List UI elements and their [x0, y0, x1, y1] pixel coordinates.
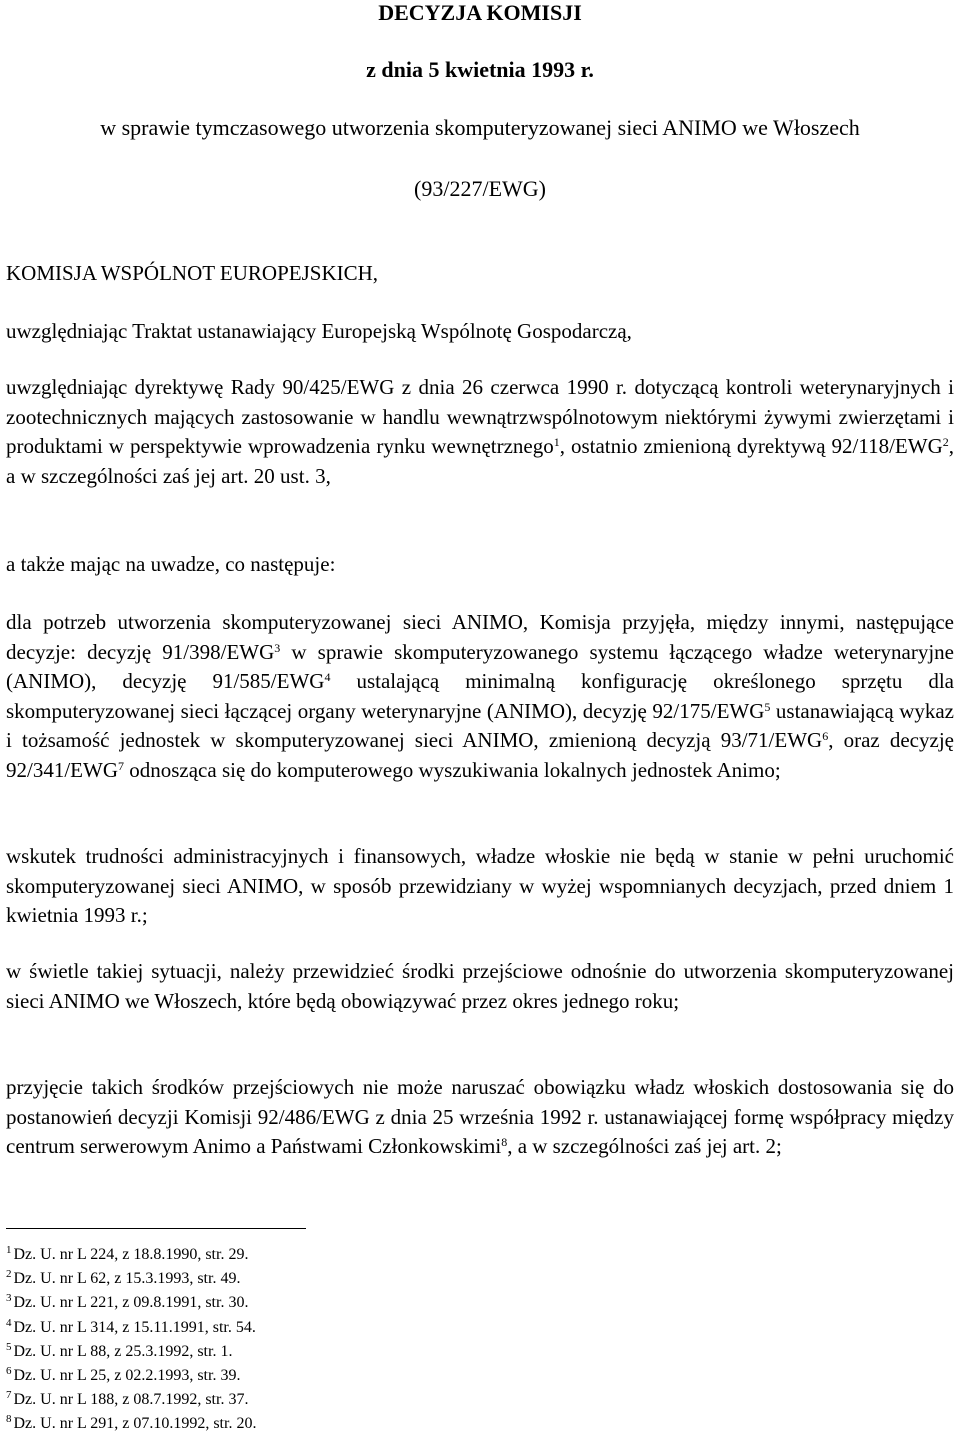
recital-text: dla potrzeb utworzenia skomputeryzowanej sieci ANIMO, Komisja przyjęła, między innymi, następujące decyzje: decyzję 91/398/EWG — [6, 610, 954, 664]
recital-obligation — [6, 1073, 954, 1162]
recital-decisions — [6, 608, 954, 785]
recital-text: , oraz decyzję 92/341/EWG — [6, 728, 954, 782]
footnote-item — [6, 1316, 606, 1340]
footnote-item — [6, 1291, 606, 1315]
document-subject: w sprawie tymczasowego utworzenia skomputeryzowanej sieci ANIMO we Włoszech — [100, 115, 860, 140]
footnote-text: Dz. U. nr L 314, z 15.11.1991, str. 54. — [13, 1318, 256, 1336]
footnote-ref: 3 — [274, 640, 281, 655]
considering-line: a także mając na uwadze, co następuje: — [6, 552, 336, 576]
footnote-item — [6, 1364, 606, 1388]
recital-text: , a w szczególności zaś jej art. 2; — [507, 1134, 782, 1158]
footnote-ref: 2 — [942, 435, 949, 449]
footnote-number: 3 — [6, 1292, 12, 1305]
recital-directive — [6, 373, 954, 491]
footnote-divider — [6, 1228, 306, 1229]
recital-text: ustalającą minimalną konfigurację określonego sprzętu dla skomputeryzowanej sieci łączącej organy weterynaryjne (ANIMO), decyzję 92/175/EWG — [6, 669, 955, 723]
footnote-item — [6, 1388, 606, 1412]
footnote-item — [6, 1340, 606, 1364]
footnote-number: 7 — [6, 1389, 12, 1402]
recital-difficulties: wskutek trudności administracyjnych i finansowych, władze włoskie nie będą w stanie w pełni uruchomić skomputeryzowanej sieci ANIMO, w sposób przewidziany w wyżej wspomnianych decyzjach, przed dniem 1 kwietnia 1993 r.; — [6, 844, 954, 927]
footnote-text: Dz. U. nr L 62, z 15.3.1993, str. 49. — [13, 1270, 241, 1288]
recital-text: przyjęcie takich środków przejściowych nie może naruszać obowiązku władz włoskich dostosowania się do postanowień decyzji Komisji 92/486/EWG z dnia 25 września 1992 r. ustanawiającej formę współpracy między centrum serwerowym Animo a Państwami Członkowskimi — [6, 1075, 954, 1158]
footnote-text: Dz. U. nr L 25, z 02.2.1993, str. 39. — [13, 1367, 241, 1385]
institution-line: KOMISJA WSPÓLNOT EUROPEJSKICH, — [6, 261, 379, 285]
document-date: z dnia 5 kwietnia 1993 r. — [366, 57, 594, 82]
footnote-number: 8 — [6, 1413, 12, 1426]
recital-text: odnosząca się do komputerowego wyszukiwania lokalnych jednostek Animo; — [123, 757, 781, 782]
footnote-number: 2 — [6, 1268, 12, 1281]
recital-transitional: w świetle takiej sytuacji, należy przewidzieć środki przejściowe odnośnie do utworzenia skomputeryzowanej sieci ANIMO we Włoszech, które będą obowiązywać przez okres jednego roku; — [6, 959, 954, 1013]
footnote-text: Dz. U. nr L 221, z 09.8.1991, str. 30. — [13, 1294, 249, 1312]
recital-text: w sprawie skomputeryzowanego systemu łączącego władze weterynaryjne (ANIMO), decyzję 91/585/EWG — [6, 639, 954, 693]
footnote-item — [6, 1267, 606, 1291]
footnote-number: 6 — [6, 1365, 12, 1378]
footnote-ref: 1 — [553, 435, 560, 449]
footnote-ref: 5 — [764, 699, 771, 714]
footnote-text: Dz. U. nr L 224, z 18.8.1990, str. 29. — [13, 1246, 249, 1263]
document-title: DECYZJA KOMISJI — [378, 0, 582, 25]
footnote-text: Dz. U. nr L 88, z 25.3.1992, str. 1. — [13, 1342, 233, 1360]
footnote-ref: 8 — [501, 1135, 508, 1149]
recital-text: , a w szczególności zaś jej art. 20 ust. 3, — [6, 434, 954, 488]
footnote-item — [6, 1243, 606, 1267]
recital-text: , ostatnio zmienioną dyrektywą 92/118/EWG — [559, 434, 943, 458]
recital-text: ustanawiającą wykaz i tożsamość jednostek w skomputeryzowanej sieci ANIMO, zmienioną decyzją 93/71/EWG — [6, 698, 955, 752]
footnotes-list — [6, 1243, 606, 1437]
footnote-item — [6, 1412, 606, 1436]
recital-treaty: uwzględniając Traktat ustanawiający Europejską Wspólnotę Gospodarczą, — [6, 319, 632, 343]
footnote-ref: 6 — [822, 729, 829, 743]
footnote-text: Dz. U. nr L 291, z 07.10.1992, str. 20. — [13, 1415, 257, 1433]
recital-text: uwzględniając dyrektywę Rady 90/425/EWG z dnia 26 czerwca 1990 r. dotyczącą kontroli weterynaryjnych i zootechnicznych mających zastosowanie w handlu wewnątrzwspólnotowym niektórymi żywymi zwierzętami i produktami w perspektywie wprowadzenia rynku wewnętrznego — [6, 375, 954, 458]
footnote-number: 5 — [6, 1340, 12, 1353]
document-reference: (93/227/EWG) — [414, 176, 546, 201]
footnote-number: 1 — [6, 1244, 12, 1256]
footnote-ref: 7 — [117, 758, 124, 773]
footnote-number: 4 — [6, 1316, 12, 1329]
footnote-ref: 4 — [324, 670, 331, 684]
footnote-text: Dz. U. nr L 188, z 08.7.1992, str. 37. — [13, 1391, 249, 1409]
